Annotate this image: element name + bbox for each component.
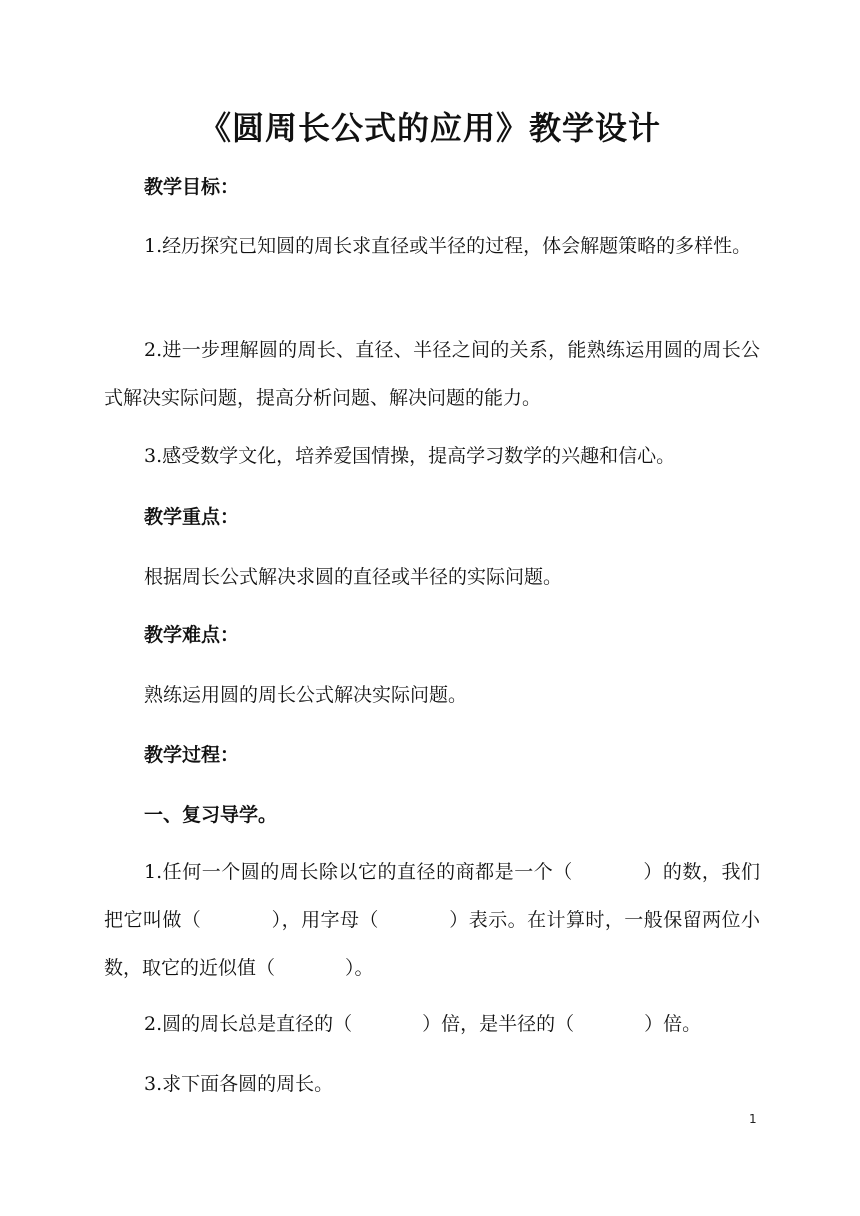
document-title: 《圆周长公式的应用》教学设计: [198, 109, 661, 147]
key-points-text: 根据周长公式解决求圆的直径或半径的实际问题。: [144, 566, 563, 588]
review-q1-part1: 1.任何一个圆的周长除以它的直径的商都是一个（: [144, 861, 573, 883]
review-q1-part2: ）的数，我们把它叫做（: [104, 861, 760, 931]
review-question-2: [104, 1000, 760, 1048]
review-q1-part5: ）。: [345, 957, 374, 979]
review-q2-part2: ）倍，是半径的（: [422, 1013, 575, 1035]
review-q2-part3: ）倍。: [644, 1013, 702, 1035]
review-q1-part4: ）表示。在计算时，一般保留两位小数，取它的近似值（: [104, 909, 760, 979]
review-q1-part3: ），用字母（: [271, 909, 379, 931]
difficulties-text: 熟练运用圆的周长公式解决实际问题。: [144, 684, 468, 706]
review-q2-part1: 2.圆的周长总是直径的（: [144, 1013, 353, 1035]
objective-3: 3.感受数学文化，培养爱国情操，提高学习数学的兴趣和信心。: [144, 445, 676, 467]
page-number: 1: [749, 1112, 757, 1126]
section1-heading: 一、复习导学。: [144, 804, 278, 826]
process-heading: 教学过程：: [144, 744, 240, 766]
review-question-1: [104, 848, 760, 992]
objective-2: 2.进一步理解圆的周长、直径、半径之间的关系，能熟练运用圆的周长公式解决实际问题，提高分析问题、解决问题的能力。: [104, 339, 760, 409]
objectives-heading: 教学目标：: [144, 176, 240, 198]
review-question-3: 3.求下面各圆的周长。: [144, 1073, 334, 1095]
key-points-heading: 教学重点：: [144, 506, 240, 528]
difficulties-heading: 教学难点：: [144, 624, 240, 646]
objective-1: 1.经历探究已知圆的周长求直径或半径的过程，体会解题策略的多样性。: [144, 235, 752, 257]
